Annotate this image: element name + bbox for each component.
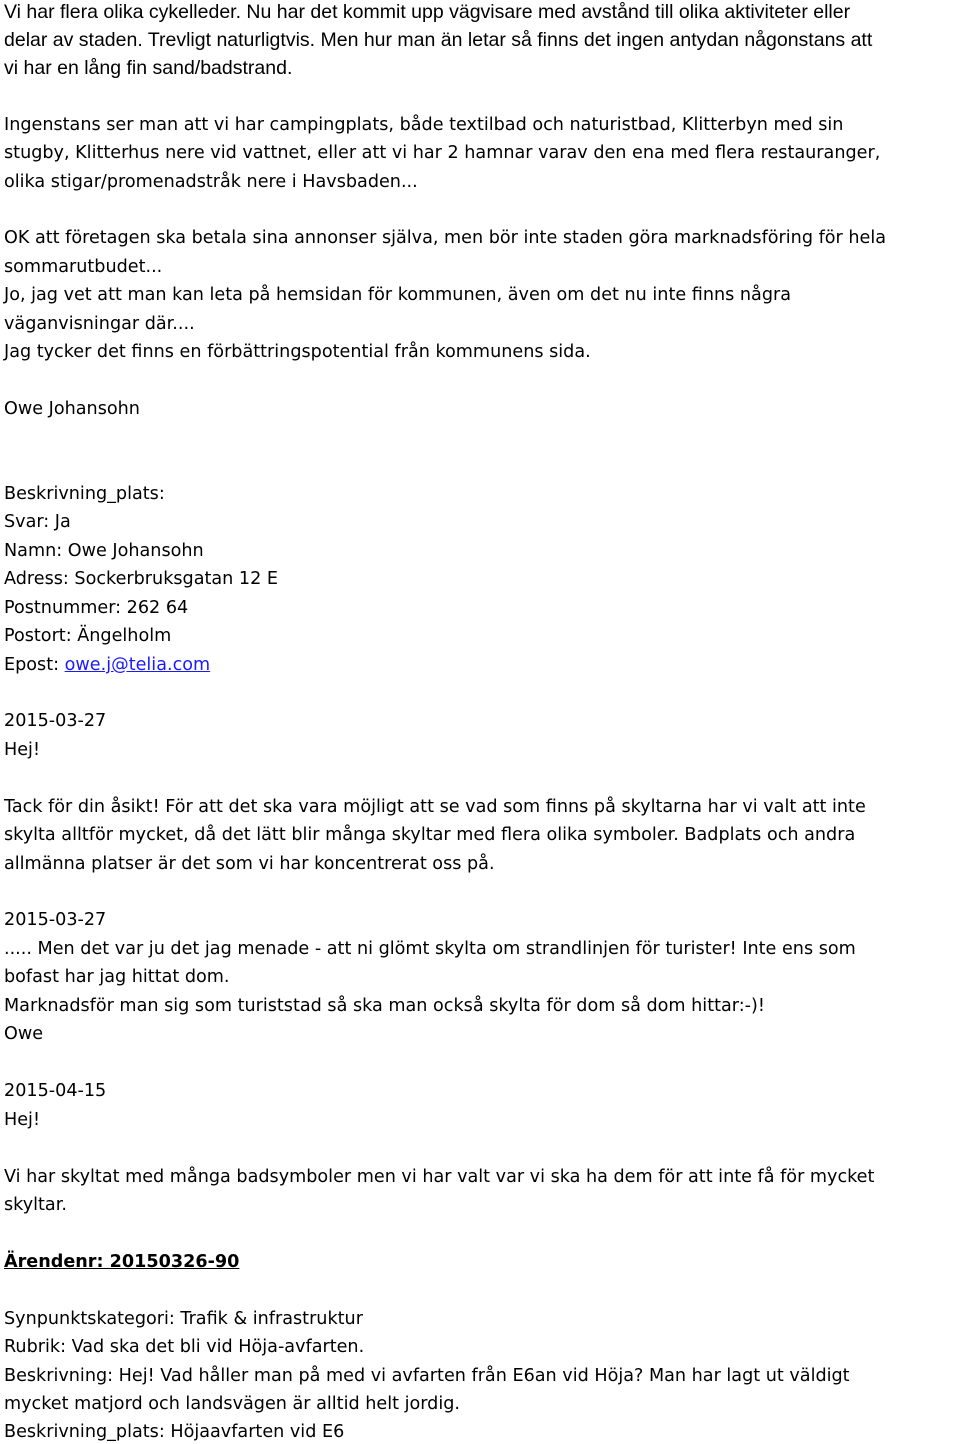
- reply-1-line-3: allmänna platser är det som vi har koncentrerat oss på.: [4, 854, 495, 874]
- reply-1-greeting: Hej!: [4, 740, 40, 760]
- intro-line-3: vi har en lång fin sand/badstrand.: [4, 57, 293, 79]
- contact-adress: Adress: Sockerbruksgatan 12 E: [4, 569, 279, 589]
- intro-line-2: delar av staden. Trevligt naturligtvis. Men hur man än letar så finns det ingen antydan någonstans att: [4, 29, 873, 51]
- reply-2-line-3: Marknadsför man sig som turiststad så ska man också skylta för dom så dom hittar:-)!: [4, 996, 765, 1016]
- marketing-line-3: Jo, jag vet att man kan leta på hemsidan för kommunen, även om det nu inte finns några: [4, 285, 792, 305]
- reply-3-line-2: skyltar.: [4, 1195, 67, 1215]
- reply-3-line-1: Vi har skyltat med många badsymboler men vi har valt var vi ska ha dem för att inte få för mycket: [4, 1167, 875, 1187]
- reply-1-line-1: Tack för din åsikt! För att det ska vara möjligt att se vad som finns på skyltarna har vi valt att inte: [4, 797, 866, 817]
- marketing-line-4: väganvisningar där....: [4, 314, 195, 334]
- contact-epost: [4, 653, 210, 677]
- case-2-rubrik: Rubrik: Vad ska det bli vid Höja-avfarten.: [4, 1337, 365, 1357]
- contact-svar: Svar: Ja: [4, 512, 71, 532]
- contact-beskrivning-plats: Beskrivning_plats:: [4, 484, 165, 504]
- case-2-heading: Ärendenr: 20150326-90: [4, 1252, 240, 1272]
- marketing-line-1: OK att företagen ska betala sina annonser själva, men bör inte staden göra marknadsföring för hela: [4, 228, 887, 248]
- reply-1-line-2: skylta alltför mycket, då det lätt blir många skyltar med flera olika symboler. Badplats och andra: [4, 825, 856, 845]
- reply-1-date: 2015-03-27: [4, 711, 107, 731]
- contact-postort: Postort: Ängelholm: [4, 626, 172, 646]
- reply-2-line-1: ..... Men det var ju det jag menade - att ni glömt skylta om strandlinjen för turister! Inte ens som: [4, 939, 856, 959]
- intro-line-1: Vi har flera olika cykelleder. Nu har det kommit upp vägvisare med avstånd till olika aktiviteter eller: [4, 1, 851, 23]
- epost-label: Epost:: [4, 655, 65, 675]
- reply-3-date: 2015-04-15: [4, 1081, 107, 1101]
- case-2-beskrivning-line-1: Beskrivning: Hej! Vad håller man på med vi avfarten från E6an vid Höja? Man har lagt ut väldigt: [4, 1366, 850, 1386]
- campsite-line-3: olika stigar/promenadstråk nere i Havsbaden...: [4, 172, 418, 192]
- reply-3-greeting: Hej!: [4, 1110, 40, 1130]
- case-2-kategori: Synpunktskategori: Trafik & infrastruktur: [4, 1309, 363, 1329]
- signature-name: Owe Johansohn: [4, 399, 140, 419]
- epost-link[interactable]: owe.j@telia.com: [64, 655, 211, 675]
- case-2-beskrivning-line-2: mycket matjord och landsvägen är alltid helt jordig.: [4, 1394, 460, 1414]
- campsite-line-1: Ingenstans ser man att vi har campingplats, både textilbad och naturistbad, Klitterbyn med sin: [4, 115, 844, 135]
- reply-2-line-2: bofast har jag hittat dom.: [4, 967, 230, 987]
- marketing-line-2: sommarutbudet...: [4, 257, 163, 277]
- campsite-line-2: stugby, Klitterhus nere vid vattnet, eller att vi har 2 hamnar varav den ena med flera restauranger,: [4, 143, 881, 163]
- reply-2-line-4: Owe: [4, 1024, 44, 1044]
- contact-namn: Namn: Owe Johansohn: [4, 541, 204, 561]
- case-2-beskrivning-plats: Beskrivning_plats: Höjaavfarten vid E6: [4, 1422, 345, 1442]
- marketing-line-5: Jag tycker det finns en förbättringspotential från kommunens sida.: [4, 342, 591, 362]
- contact-postnummer: Postnummer: 262 64: [4, 598, 189, 618]
- reply-2-date: 2015-03-27: [4, 910, 107, 930]
